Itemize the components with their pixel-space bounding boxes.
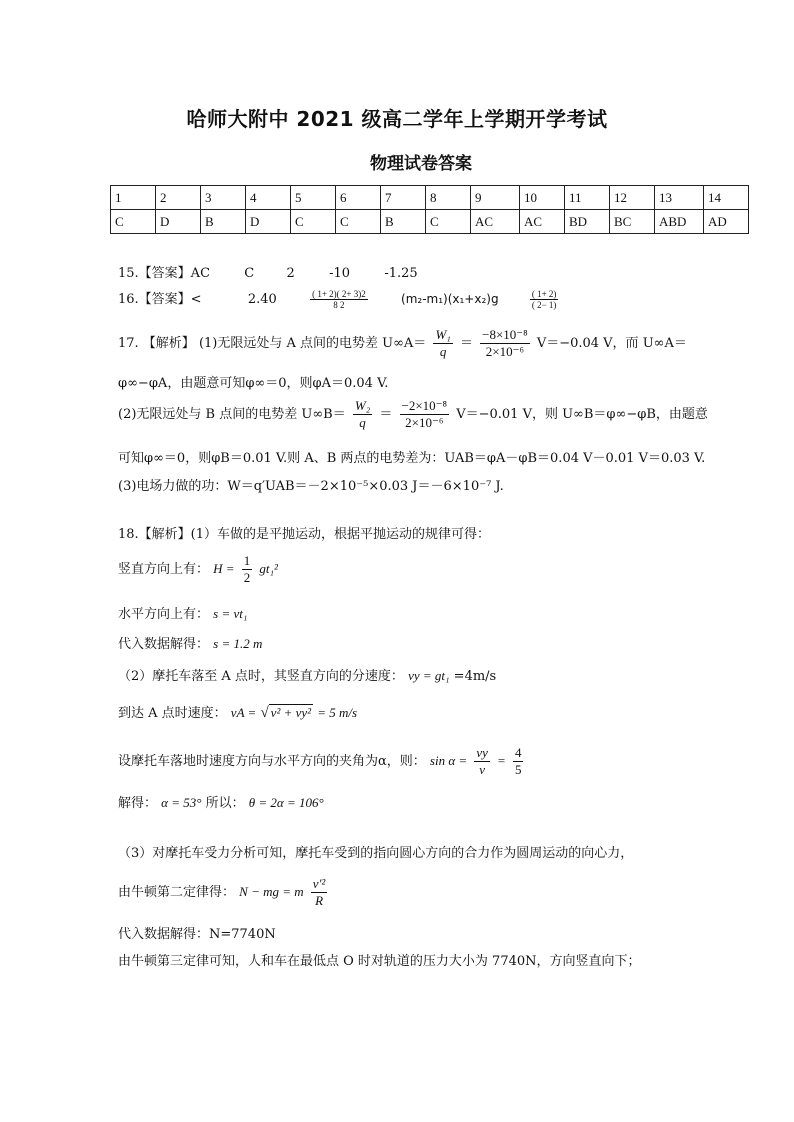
- q18-math: =: [497, 753, 506, 768]
- answer-table-number-cell: 11: [565, 186, 610, 210]
- answer-table-number-cell: 6: [336, 186, 381, 210]
- q17-fraction-den: q: [439, 344, 447, 359]
- q18-fraction-num: 4: [514, 745, 522, 760]
- answer-table-answer-cell: AC: [471, 210, 520, 234]
- q18-label: 由牛顿第二定律得：: [118, 885, 236, 900]
- answer-table-answer-cell: C: [291, 210, 336, 234]
- q16-value: 2.40: [247, 292, 277, 307]
- q17-text: V＝−0.01 V，则 U∞B＝φ∞−φB，由题意: [456, 407, 708, 422]
- q15-label: 15.【答案】AC: [118, 266, 211, 281]
- q18-label: 设摩托车落地时速度方向与水平方向的夹角为α，则：: [118, 754, 426, 769]
- q18-label: 所以：: [205, 796, 245, 811]
- q17-fraction-num: W₁: [435, 327, 451, 342]
- answer-table: [110, 185, 749, 234]
- q18-math: s = vt₁: [213, 606, 248, 621]
- q18-fraction-num: vy: [476, 745, 488, 760]
- q18-math: N − mg = m: [239, 884, 304, 899]
- q18-fraction-vy-v: [474, 745, 490, 778]
- sqrt-sign-icon: √: [260, 705, 269, 721]
- q17-fraction-values: [400, 398, 450, 431]
- answer-table-number-cell: 12: [610, 186, 655, 210]
- answer-table-number-cell: 8: [426, 186, 471, 210]
- q18-math: gt₁²: [259, 561, 278, 576]
- q18-math: sin α =: [429, 753, 468, 768]
- q18-fraction-4-5: [513, 745, 524, 778]
- answer-table-number-cell: 3: [201, 186, 246, 210]
- q16-fraction-1: [310, 289, 368, 310]
- answer-table-number-row: [111, 186, 749, 210]
- answer-table-number-cell: 13: [655, 186, 704, 210]
- q17-line-4: 可知φ∞＝0，则φB＝0.01 V.则 A、B 两点的电势差为：UAB＝φA－φB＝0.04 V－0.01 V＝0.03 V.: [118, 451, 706, 466]
- q16-fraction-2: [530, 289, 559, 310]
- answer-table-number-cell: 2: [156, 186, 201, 210]
- answer-table-answer-cell: C: [111, 210, 156, 234]
- page-title: 哈师大附中 2021 级高二学年上学期开学考试: [186, 107, 608, 131]
- q18-label: 代入数据解得：: [118, 637, 210, 652]
- answer-table-answer-cell: AD: [704, 210, 749, 234]
- q18-line-5: [118, 665, 496, 684]
- q17-equals: ＝: [459, 336, 473, 351]
- q17-equals: ＝: [379, 407, 393, 422]
- q18-value: =4m/s: [453, 669, 497, 684]
- q18-line-3: [118, 603, 247, 622]
- q17-line-1: [118, 327, 687, 360]
- q18-fraction-v2-r: [311, 876, 328, 909]
- q15-item: -1.25: [384, 266, 418, 281]
- answer-table-answer-cell: BC: [610, 210, 655, 234]
- q16-fraction-2-num: ( 1+ 2): [531, 289, 557, 299]
- answer-table-answer-cell: ABD: [655, 210, 704, 234]
- q18-line-4: [118, 633, 262, 652]
- q18-line-6: [118, 702, 357, 722]
- q18-math: vy = gt₁: [408, 668, 450, 683]
- q17-fraction-values: [480, 327, 530, 360]
- q18-line-7: [118, 745, 526, 778]
- q17-text: (2)无限远处与 B 点间的电势差 U∞B＝: [118, 407, 346, 422]
- answer-table-number-cell: 5: [291, 186, 336, 210]
- q18-line-10: [118, 876, 330, 909]
- q18-fraction-half: [242, 553, 253, 586]
- q18-fraction-den: v: [479, 762, 485, 777]
- q18-label: （2）摩托车落至 A 点时，其竖直方向的分速度：: [118, 669, 404, 684]
- q16-fraction-1-num: ( 1+ 2)( 2+ 3)2: [312, 289, 366, 299]
- q18-math: s = 1.2 m: [213, 636, 263, 651]
- q18-label: 竖直方向上有：: [118, 562, 210, 577]
- answer-table-answer-cell: D: [156, 210, 201, 234]
- answer-table-number-cell: 10: [520, 186, 565, 210]
- q18-math: θ = 2α = 106°: [248, 795, 324, 810]
- q18-sqrt-content: v² + vy²: [270, 705, 312, 720]
- q17-fraction-num: −2×10⁻⁸: [401, 398, 448, 413]
- answer-table-number-cell: 14: [704, 186, 749, 210]
- q18-line-9: （3）对摩托车受力分析可知，摩托车受到的指向圆心方向的合力作为圆周运动的向心力，: [118, 846, 634, 861]
- q16-expression: (m₂-m₁)(x₁+x₂)g: [401, 292, 499, 306]
- q17-line-3: [118, 398, 708, 431]
- answer-table-answer-cell: B: [201, 210, 246, 234]
- q18-label: 解得：: [118, 796, 158, 811]
- answer-table-answer-cell: D: [246, 210, 291, 234]
- q15-item: -10: [329, 266, 351, 281]
- q18-line-1: 18.【解析】(1）车做的是平抛运动，根据平抛运动的规律可得：: [118, 527, 491, 542]
- q18-math: H =: [213, 561, 235, 576]
- q16-label: 16.【答案】<: [118, 292, 202, 307]
- answer-table-number-cell: 1: [111, 186, 156, 210]
- answer-table-answer-cell: BD: [565, 210, 610, 234]
- q18-line-2: [118, 553, 278, 586]
- q18-fraction-den: 2: [243, 570, 251, 585]
- q17-fraction-den: 2×10⁻⁶: [405, 415, 444, 430]
- answer-table-number-cell: 9: [471, 186, 520, 210]
- q18-line-12: 由牛顿第三定律可知，人和车在最低点 O 时对轨道的压力大小为 7740N，方向竖直向下；: [118, 954, 641, 969]
- q18-fraction-den: 5: [514, 762, 522, 777]
- answer-table-answer-row: [111, 210, 749, 234]
- page-subtitle: 物理试卷答案: [370, 154, 472, 174]
- q17-fraction-w2q: [353, 398, 372, 431]
- q17-fraction-den: q: [359, 415, 366, 430]
- q16-fraction-2-den: ( 2− 1): [531, 300, 557, 310]
- q15-item: 2: [286, 266, 295, 281]
- q17-fraction-w1q: [433, 327, 452, 360]
- answer-table-answer-cell: B: [381, 210, 426, 234]
- answer-table-number-cell: 4: [246, 186, 291, 210]
- q16-fraction-1-den: 8 2: [333, 300, 345, 310]
- q18-label: 水平方向上有：: [118, 607, 210, 622]
- q18-fraction-num: 1: [243, 553, 251, 568]
- q18-line-11: 代入数据解得：N=7740N: [118, 927, 276, 942]
- answer-table-answer-cell: C: [426, 210, 471, 234]
- q17-text: 17. 【解析】 (1)无限远处与 A 点间的电势差 U∞A＝: [118, 336, 427, 351]
- answer-table-answer-cell: AC: [520, 210, 565, 234]
- q18-math: α = 53°: [161, 795, 202, 810]
- answer-table-answer-cell: C: [336, 210, 381, 234]
- q18-fraction-den: R: [315, 893, 324, 908]
- q17-line-2: φ∞−φA，由题意可知φ∞＝0，则φA＝0.04 V.: [118, 376, 389, 391]
- q17-fraction-num: W₂: [354, 398, 371, 413]
- q17-fraction-num: −8×10⁻⁸: [482, 327, 528, 342]
- answer-table-number-cell: 7: [381, 186, 426, 210]
- q16-line: [118, 288, 561, 310]
- q15-line: [118, 262, 418, 281]
- q18-label: 到达 A 点时速度：: [118, 706, 227, 721]
- q18-line-8: [118, 792, 324, 811]
- q18-math: vA =: [230, 705, 257, 720]
- q18-math: = 5 m/s: [317, 705, 358, 720]
- q17-fraction-den: 2×10⁻⁶: [485, 344, 524, 359]
- q15-item: C: [244, 266, 255, 281]
- q18-fraction-num: v′²: [312, 876, 326, 891]
- q17-text: V＝−0.04 V，而 U∞A＝: [536, 336, 687, 351]
- q17-line-5: (3)电场力做的功：W＝q′UAB＝－2×10⁻⁵×0.03 J＝－6×10⁻⁷ J.: [118, 479, 504, 494]
